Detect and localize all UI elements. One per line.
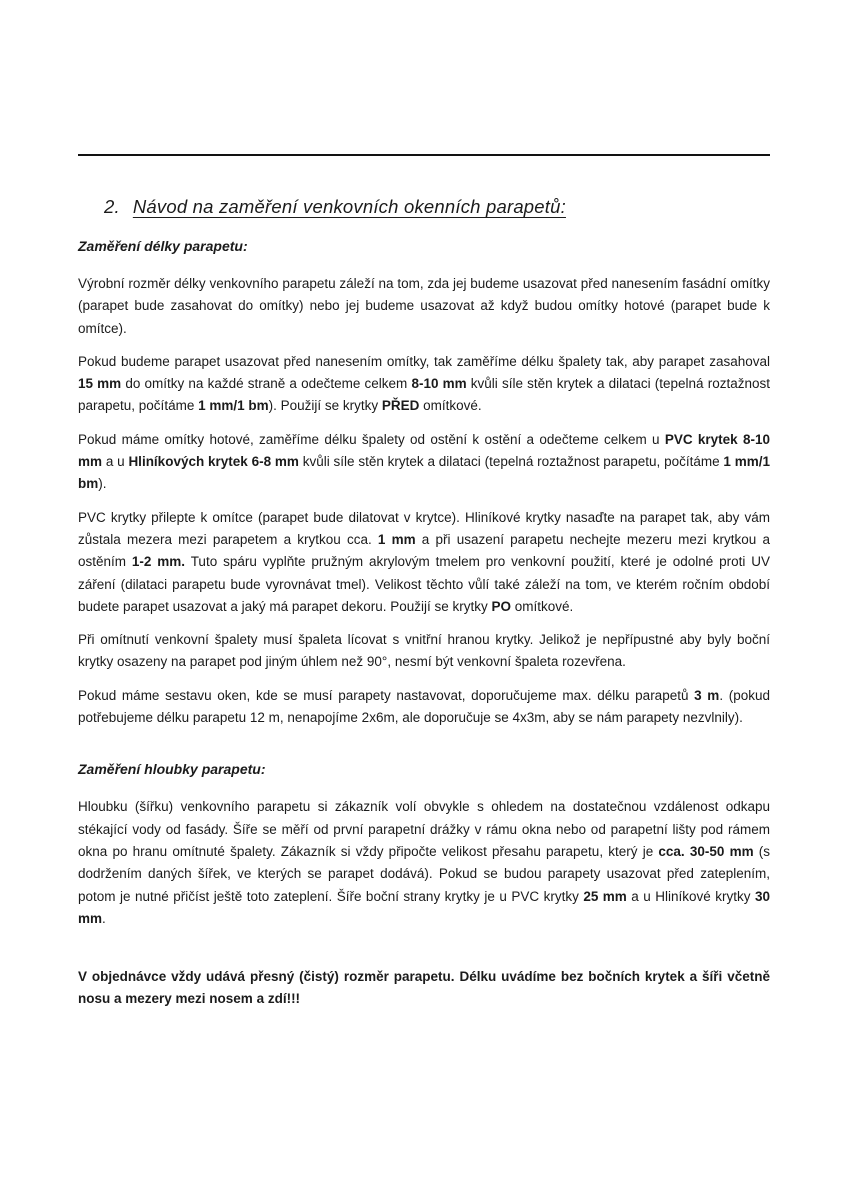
paragraph-length-2: Pokud budeme parapet usazovat před nanesením omítky, tak zaměříme délku špalety tak, aby parapet zasahoval 15 mm do omítky na každé straně a odečteme celkem 8-10 mm kvůli síle stěn krytek a dilataci (tepelná roztažnost parapetu, počítáme 1 mm/1 bm). Použijí se krytky PŘED omítkové. [78,353,770,414]
paragraph-length-6: Pokud máme sestavu oken, kde se musí parapety nastavovat, doporučujeme max. délku parapetů 3 m. (pokud potřebujeme délku parapetu 12 m, nenapojíme 2x6m, ale doporučuje se 4x3m, aby se nám parapety nezvlnily). [78,687,770,726]
paragraph-length-4: PVC krytky přilepte k omítce (parapet bude dilatovat v krytce). Hliníkové krytky nasaďte na parapet tak, aby vám zůstala mezera mezi parapetem a krytkou cca. 1 mm a při usazení parapetu nechejte mezeru mezi krytkou a ostěním 1-2 mm. Tuto spáru vyplňte pružným akrylovým tmelem pro venkovní použití, které je odolné proti UV záření (dilataci parapetu bude vyrovnávat tmel). Velikost těchto vůlí také záleží na tom, ve kterém ročním období budete parapet usazovat a jaký má parapet dekoru. Použijí se krytky PO omítkové. [78,509,771,614]
section-title-depth: Zaměření hloubky parapetu: [78,761,266,778]
final-note: V objednávce vždy udává přesný (čistý) rozměr parapetu. Délku uvádíme bez bočních krytek a šíři včetně nosu a mezery mezi nosem a zdí!!! [78,969,770,1007]
heading-title: Návod na zaměření venkovních okenních parapetů: [132,196,566,217]
section-title-length: Zaměření délky parapetu: [78,238,248,254]
heading-number: 2. [104,196,120,217]
top-horizontal-rule [78,154,770,156]
document-content [78,154,770,1011]
page-heading [104,193,770,220]
paragraph-length-1: Výrobní rozměr délky venkovního parapetu záleží na tom, zda jej budeme usazovat před nanesením fasádní omítky (parapet bude zasahovat do omítky) nebo jej budeme usazovat až když budou omítky hotové (parapet bude k omítce). [78,276,770,336]
paragraph-depth-1: Hloubku (šířku) venkovního parapetu si zákazník volí obvykle s ohledem na dostatečnou vzdálenost odkapu stékající vody od fasády. Šíře se měří od první parapetní drážky v rámu okna nebo od parapetní lišty pod rámem okna po hranu omítnuté špalety. Zákazník si vždy připočte velikost přesahu parapetu, který je cca. 30-50 mm (s dodržením daných šířek, ve kterých se parapet dodává). Pokud se budou parapety usazovat před zateplením, potom je nutné přičíst ještě toto zateplení. Šíře boční strany krytky je u PVC krytky 25 mm a u Hliníkové krytky 30 mm. [78,799,771,926]
paragraph-length-5: Při omítnutí venkovní špalety musí špaleta lícovat s vnitřní hranou krytky. Jelikož je nepřípustné aby byly boční krytky osazeny na parapet pod jiným úhlem než 90°, nesmí být venkovní špaleta rozevřena. [78,632,770,670]
paragraph-length-3: Pokud máme omítky hotové, zaměříme délku špalety od ostění k ostění a odečteme celkem u PVC krytek 8-10 mm a u Hliníkových krytek 6-8 mm kvůli síle stěn krytek a dilataci (tepelná roztažnost parapetu, počítáme 1 mm/1 bm). [78,431,770,492]
